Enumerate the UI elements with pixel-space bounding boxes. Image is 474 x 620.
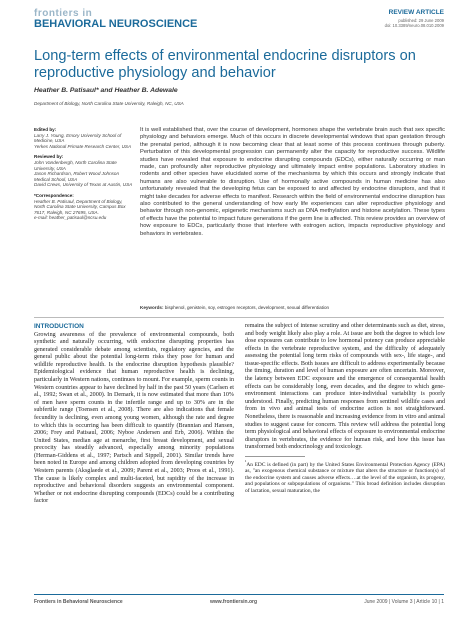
journal-name-line2: BEHAVIORAL NEUROSCIENCE — [34, 18, 198, 30]
correspondence-label: *Correspondence: — [34, 192, 74, 198]
reviewed-by-text: John Vandenbergh, North Carolina State University, USA Jason Richardson, Robert Wood Johnson Medical School, USA David Crews, University of Texas at Austin, USA — [34, 159, 133, 188]
body-paragraph-right: remains the subject of intense scrutiny and other determinants such as diet, stress, and body weight likely also play a role. At issue are both the degree to which low dose exposures can contribute to low hormonal potency can produce appreciable effects in the vertebrate reproductive system, and the difficulty of adequately assessing the potential long term risks of compounds with sex-, life stage-, and tissue-specific effects. Both issues are difficult to address experimentally because the timing, duration and level of human exposure are often uncertain. Moreover, the latency between EDC exposure and the emergence of consequential health effects can be considerably long, even decades, and the degree to which gene-environment interactions can produce inter-individual variability is poorly understood. Finally, predicting human responses from sentinel wildlife cases and from in vivo and animal tests of endocrine action is not straightforward. Nonetheless, there is reasonable and increasing evidence from in vitro and animal studies to suggest cause for concern. This review will address the potential long term physiological and behavioral effects of exposure to environmental endocrine disruptors in vertebrates, the evidence for human risk, and how this issue has transformed both endocrinology and toxicology. — [245, 323, 445, 451]
footnote-text: An EDC is defined (in part) by the United States Environmental Protection Agency (EPA) as, "an exogenous chemical substance or mixture that alters the structure or function(s) of the endocrine system and causes adverse effects….at the level of the organism, its progeny, and populations or subpopulations of organisms." This broad definition includes disruption of lactation, sexual maturation, the — [245, 461, 445, 494]
footnote-mark: ¹ — [245, 458, 247, 464]
publication-info — [385, 18, 444, 28]
footer-citation: June 2009 | Volume 3 | Article 10 | 1 — [364, 599, 444, 605]
page-footer — [34, 594, 444, 605]
page-header — [34, 8, 444, 40]
footer-website[interactable]: www.frontiersin.org — [210, 599, 258, 605]
journal-name-line1: frontiers in — [34, 8, 93, 19]
keywords — [140, 305, 445, 310]
reviewed-by-block — [34, 154, 134, 188]
edited-by-text: Larry J. Young, Emory University School of Medicine, USA Yerkes National Primate Research Center, USA — [34, 132, 132, 149]
affiliation: Department of Biology, North Carolina State University, Raleigh, NC, USA — [34, 101, 184, 106]
correspondence-text: Heather B. Patisaul, Department of Biology, North Carolina State University, Campus Box 7617, Raleigh, NC 27695, USA. e-mail: heather_patisaul@ncsu.edu — [34, 198, 126, 221]
keywords-label: Keywords: — [140, 305, 164, 310]
doi: doi: 10.3389/neuro.08.010.2009 — [384, 23, 444, 29]
body-column-right — [245, 323, 445, 495]
footnote-rule — [245, 456, 305, 457]
footer-journal: Frontiers in Behavioral Neuroscience — [34, 599, 123, 605]
section-divider — [34, 317, 444, 318]
edited-by-block — [34, 127, 134, 149]
body-paragraph-left: Growing awareness of the prevalence of environmental compounds, both synthetic and naturally occurring, with endocrine disrupting properties has generated considerable debate among scientists, regulatory agencies, and the general public about the potential long-term risks they pose for human and wildlife reproductive health. Is the endocrine disruption hypothesis plausible? Epidemiological evidence that human reproductive health is declining, particularly in Western nations, continues to mount. For example, sperm counts in Western countries appear to have declined by half in the past 50 years (Carlsen et al., 1992; Swan et al., 2000). In Demark, it is now estimated that more than 10% of men have sperm counts in the infertile range and up to 30% are in the subfertile range (Toensen et al., 2008). There are also indications that female fecundity is declining, even among young women, although the rate and degree to which this is occurring has been difficult to quantify (Brannian and Hansen, 2006; Frey and Patisaul, 2006; Nyboe Andersen and Erb, 2006). Within the United States, median age at menarche, first breast development, and sexual precocity has steadily advanced, especially among minority populations (Herman-Giddens et al., 1997; Partsch and Sippell, 2001). Similar trends have been noted in Europe and among children adopted from developing countries by Western parents (Aksglaede et al., 2009; Parent et al., 2003; Proos et al., 1991). The cause is likely complex and multi-faceted, but rapidity of the increase in reproductive and behavioral disorders suggests an environmental component. Whether or not endocrine disrupting compounds (EDCs) could be a contributing factor — [34, 331, 234, 505]
footnote — [245, 459, 445, 495]
abstract: It is well established that, over the course of development, hormones shape the vertebrate brain such that sex specific physiology and behaviors emerge. Much of this occurs in discrete developmental windows that span gestation through the prenatal period, although it is now becoming clear that at least some of this process continues through puberty. Perturbation of this developmental progression can permanently alter the capacity for reproductive success. Wildlife studies have revealed that exposure to endocrine disrupting compounds (EDCs), either naturally occurring or man made, can profoundly alter reproductive physiology and ultimately impact entire populations. Laboratory studies in rodents and other species have elucidated some of the mechanisms by which this occurs and strongly indicate that humans are also vulnerable to disruption. Use of hormonally active compounds in human medicine has also unfortunately revealed that the developing fetus can be exposed to and affected by endocrine disruptors, and that it might take decades for adverse effects to manifest. Research within the field of environmental endocrine disruption has also contributed to the general understanding of how early life experiences can alter reproductive physiology and behavior through non-genomic, epigenetic mechanisms such as DNA methylation and histone acetylation. These types of effects have the potential to impact future generations if the germ line is affected. This review provides an overview of how exposure to EDCs, particularly those that interfere with estrogen action, impacts reproductive physiology and behaviors in vertebrates. — [140, 127, 445, 237]
section-heading-introduction: INTRODUCTION — [34, 323, 84, 330]
reviewed-by-label: Reviewed by: — [34, 154, 64, 160]
correspondence-block — [34, 193, 134, 221]
authors: Heather B. Patisaul* and Heather B. Adewale — [34, 87, 178, 94]
keywords-text: bisphenol, genistein, soy, estrogen receptors, development, sexual differentiation — [164, 305, 330, 310]
article-type: REVIEW ARTICLE — [388, 9, 444, 16]
edited-by-label: Edited by: — [34, 127, 57, 132]
body-column-left — [34, 323, 234, 506]
article-title: Long-term effects of environmental endocrine disruptors on reproductive physiology and behavior — [34, 48, 416, 81]
published-date: published: 29 June 2009 — [398, 18, 444, 23]
sidebar — [34, 127, 134, 226]
